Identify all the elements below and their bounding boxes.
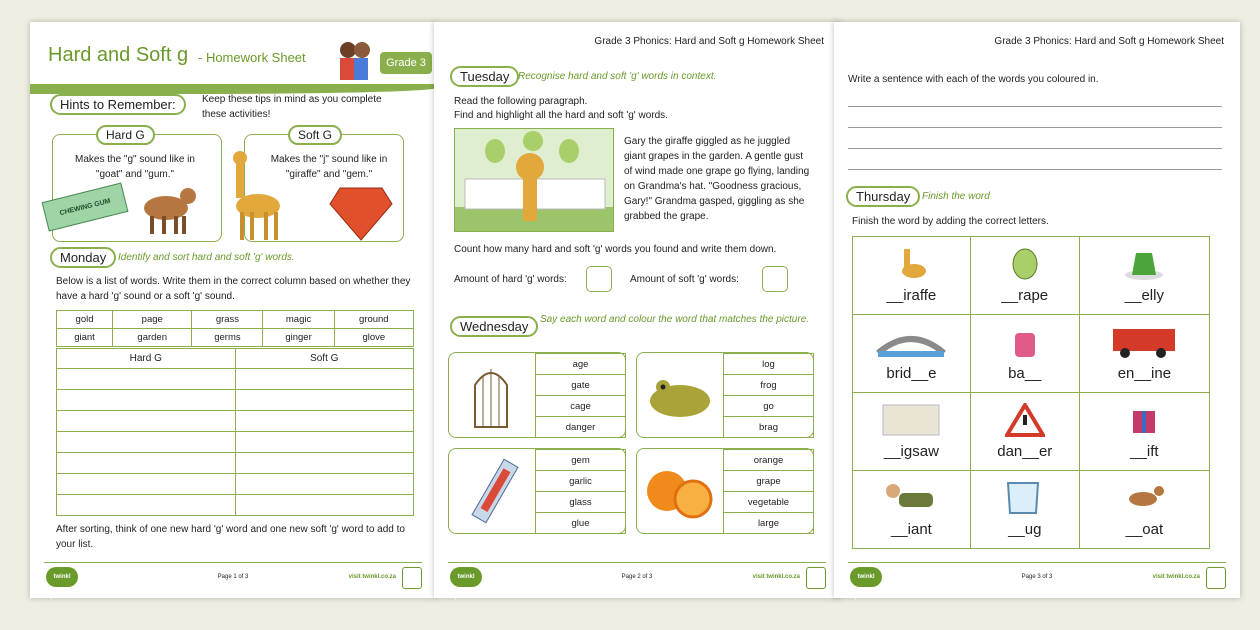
twinkl-logo: twinkl phonics — [46, 567, 78, 587]
monday-label: Monday — [50, 247, 116, 268]
thursday-label: Thursday — [846, 186, 920, 207]
orange-group — [636, 448, 814, 534]
grape-icon — [1010, 247, 1040, 281]
word-option[interactable]: log — [724, 354, 814, 375]
word-bank-table — [56, 310, 414, 347]
quality-badge-icon — [1206, 567, 1226, 589]
soft-g-desc: Makes the "j" sound like in "giraffe" and "gem." — [270, 154, 388, 180]
footer-url[interactable]: visit twinkl.co.za — [348, 574, 396, 580]
gift-icon — [1129, 403, 1159, 437]
word-option[interactable]: danger — [536, 417, 626, 438]
soft-amount-label: Amount of soft 'g' words: — [630, 274, 739, 285]
twinkl-logo: twinkl phonics — [450, 567, 482, 587]
word-cell: __iant — [853, 471, 971, 549]
jug-icon — [1002, 481, 1048, 515]
answer-cell[interactable] — [57, 495, 236, 516]
writing-line[interactable] — [848, 127, 1222, 128]
table-row — [57, 329, 414, 347]
wednesday-label: Wednesday — [450, 316, 538, 337]
title-bar — [30, 22, 436, 102]
frog-icon — [645, 371, 715, 421]
goat-icon — [132, 174, 202, 238]
hints-text: Keep these tips in mind as you complete these activities! — [202, 94, 382, 120]
giraffe-icon — [896, 247, 926, 281]
word-option[interactable]: glass — [536, 492, 626, 513]
word-cell: __igsaw — [853, 393, 971, 471]
hints-label: Hints to Remember: — [50, 94, 186, 115]
word-cell: en__ine — [1079, 315, 1209, 393]
table-row — [853, 237, 1210, 315]
wednesday-task: Say each word and colour the word that matches the picture. — [540, 314, 810, 325]
monday-instructions: Below is a list of words. Write them in the correct column based on whether they have a hard 'g' sound or a soft 'g' sound. — [56, 276, 411, 302]
answer-cell[interactable] — [235, 432, 414, 453]
column-header: Hard G — [57, 349, 236, 369]
answer-cell[interactable] — [57, 453, 236, 474]
jigsaw-icon — [881, 403, 941, 437]
footer — [848, 562, 1226, 600]
footer — [448, 562, 826, 600]
word-option[interactable]: gate — [536, 375, 626, 396]
page-header: Grade 3 Phonics: Hard and Soft g Homework Sheet — [594, 36, 824, 47]
page-number: Page 2 of 3 — [621, 574, 653, 580]
after-sorting-text: After sorting, think of one new hard 'g' word and one new soft 'g' word to add to your list. — [56, 524, 405, 550]
quality-badge-icon — [806, 567, 826, 589]
answer-cell[interactable] — [235, 390, 414, 411]
children-icon — [334, 38, 374, 82]
writing-line[interactable] — [848, 106, 1222, 107]
word-cell: grass — [192, 311, 263, 329]
answer-cell[interactable] — [57, 411, 236, 432]
footer-url[interactable]: visit twinkl.co.za — [1152, 574, 1200, 580]
word-option[interactable]: glue — [536, 513, 626, 534]
giraffe-garden-image — [454, 128, 614, 232]
word-option[interactable]: brag — [724, 417, 814, 438]
word-option[interactable]: cage — [536, 396, 626, 417]
finish-instructions: Finish the word by adding the correct letters. — [852, 216, 1049, 227]
word-cell: page — [113, 311, 192, 329]
word-cell: __elly — [1079, 237, 1209, 315]
monday-task: Identify and sort hard and soft 'g' words. — [118, 252, 295, 263]
word-option[interactable]: grape — [724, 471, 814, 492]
answer-cell[interactable] — [57, 432, 236, 453]
word-option[interactable]: frog — [724, 375, 814, 396]
goat-icon — [1121, 481, 1167, 515]
fire-engine-icon — [1111, 325, 1177, 359]
hard-g-desc: Makes the "g" sound like in "goat" and "gum." — [75, 154, 195, 180]
chewing-gum-icon: CHEWING GUM — [42, 183, 129, 232]
glue-group — [448, 448, 626, 534]
answer-cell[interactable] — [57, 474, 236, 495]
answer-cell[interactable] — [57, 390, 236, 411]
giant-icon — [881, 481, 941, 515]
word-option[interactable]: vegetable — [724, 492, 814, 513]
page-number: Page 3 of 3 — [1021, 574, 1053, 580]
page-2 — [434, 22, 840, 598]
answer-cell[interactable] — [235, 495, 414, 516]
hard-amount-input[interactable] — [586, 266, 612, 292]
cage-group — [448, 352, 626, 438]
word-option[interactable]: go — [724, 396, 814, 417]
soft-amount-input[interactable] — [762, 266, 788, 292]
page-header: Grade 3 Phonics: Hard and Soft g Homework Sheet — [994, 36, 1224, 47]
jelly-icon — [1124, 247, 1164, 281]
word-cell: garden — [113, 329, 192, 347]
word-cell: glove — [334, 329, 413, 347]
answer-cell[interactable] — [235, 369, 414, 390]
word-cell: __ug — [970, 471, 1079, 549]
soft-g-label: Soft G — [288, 125, 342, 145]
sort-table — [56, 348, 414, 516]
page-1 — [30, 22, 436, 598]
word-cell: magic — [263, 311, 334, 329]
answer-cell[interactable] — [235, 411, 414, 432]
word-option[interactable]: large — [724, 513, 814, 534]
hard-amount-label: Amount of hard 'g' words: — [454, 274, 567, 285]
word-cell: ginger — [263, 329, 334, 347]
bag-icon — [1010, 325, 1040, 359]
table-row — [853, 315, 1210, 393]
table-row — [57, 349, 414, 369]
story-paragraph: Gary the giraffe giggled as he juggled giant grapes in the garden. A gentle gust of wind made one grape go flying, landing on Grandma's hat. "Goodness gracious, Gary!" Grandma gasped, giggling as she grabbed the grape. — [624, 136, 810, 222]
quality-badge-icon — [402, 567, 422, 589]
writing-line[interactable] — [848, 148, 1222, 149]
grade-badge: Grade 3 — [380, 52, 432, 74]
table-row — [853, 393, 1210, 471]
word-cell: gold — [57, 311, 113, 329]
word-cell: __rape — [970, 237, 1079, 315]
word-cell: dan__er — [970, 393, 1079, 471]
danger-sign-icon — [1005, 403, 1045, 437]
word-cell: __oat — [1079, 471, 1209, 549]
hard-g-label: Hard G — [96, 125, 155, 145]
twinkl-logo: twinkl phonics — [850, 567, 882, 587]
word-cell: __iraffe — [853, 237, 971, 315]
page-number: Page 1 of 3 — [217, 574, 249, 580]
page-subtitle: - Homework Sheet — [198, 50, 306, 65]
page-3 — [834, 22, 1240, 598]
table-row — [57, 311, 414, 329]
page-title: Hard and Soft g — [48, 44, 189, 66]
tuesday-task: Recognise hard and soft 'g' words in context. — [518, 71, 717, 82]
word-cell: ground — [334, 311, 413, 329]
tuesday-label: Tuesday — [450, 66, 519, 87]
tuesday-instr-1: Read the following paragraph. — [454, 96, 588, 107]
word-cell: __ift — [1079, 393, 1209, 471]
word-cell: germs — [192, 329, 263, 347]
bridge-icon — [876, 329, 946, 359]
birdcage-icon — [471, 359, 511, 431]
gem-icon — [328, 184, 394, 242]
answer-cell[interactable] — [235, 453, 414, 474]
word-option[interactable]: gem — [536, 450, 626, 471]
word-option[interactable]: orange — [724, 450, 814, 471]
thursday-task: Finish the word — [922, 191, 990, 202]
glue-stick-icon — [465, 453, 525, 529]
tuesday-instr-2: Find and highlight all the hard and soft 'g' words. — [454, 110, 668, 121]
answer-cell[interactable] — [235, 474, 414, 495]
word-option[interactable]: garlic — [536, 471, 626, 492]
table-row — [853, 471, 1210, 549]
word-cell: ba__ — [970, 315, 1079, 393]
writing-line[interactable] — [848, 169, 1222, 170]
frog-group — [636, 352, 814, 438]
finish-word-grid — [852, 236, 1210, 549]
word-option[interactable]: age — [536, 354, 626, 375]
giraffe-icon — [226, 150, 286, 242]
word-cell: giant — [57, 329, 113, 347]
orange-icon — [643, 463, 719, 523]
word-cell: brid__e — [853, 315, 971, 393]
answer-cell[interactable] — [57, 369, 236, 390]
column-header: Soft G — [235, 349, 414, 369]
count-instructions: Count how many hard and soft 'g' words you found and write them down. — [454, 244, 777, 255]
footer-url[interactable]: visit twinkl.co.za — [752, 574, 800, 580]
sentence-instructions: Write a sentence with each of the words you coloured in. — [848, 74, 1099, 85]
footer — [44, 562, 422, 600]
